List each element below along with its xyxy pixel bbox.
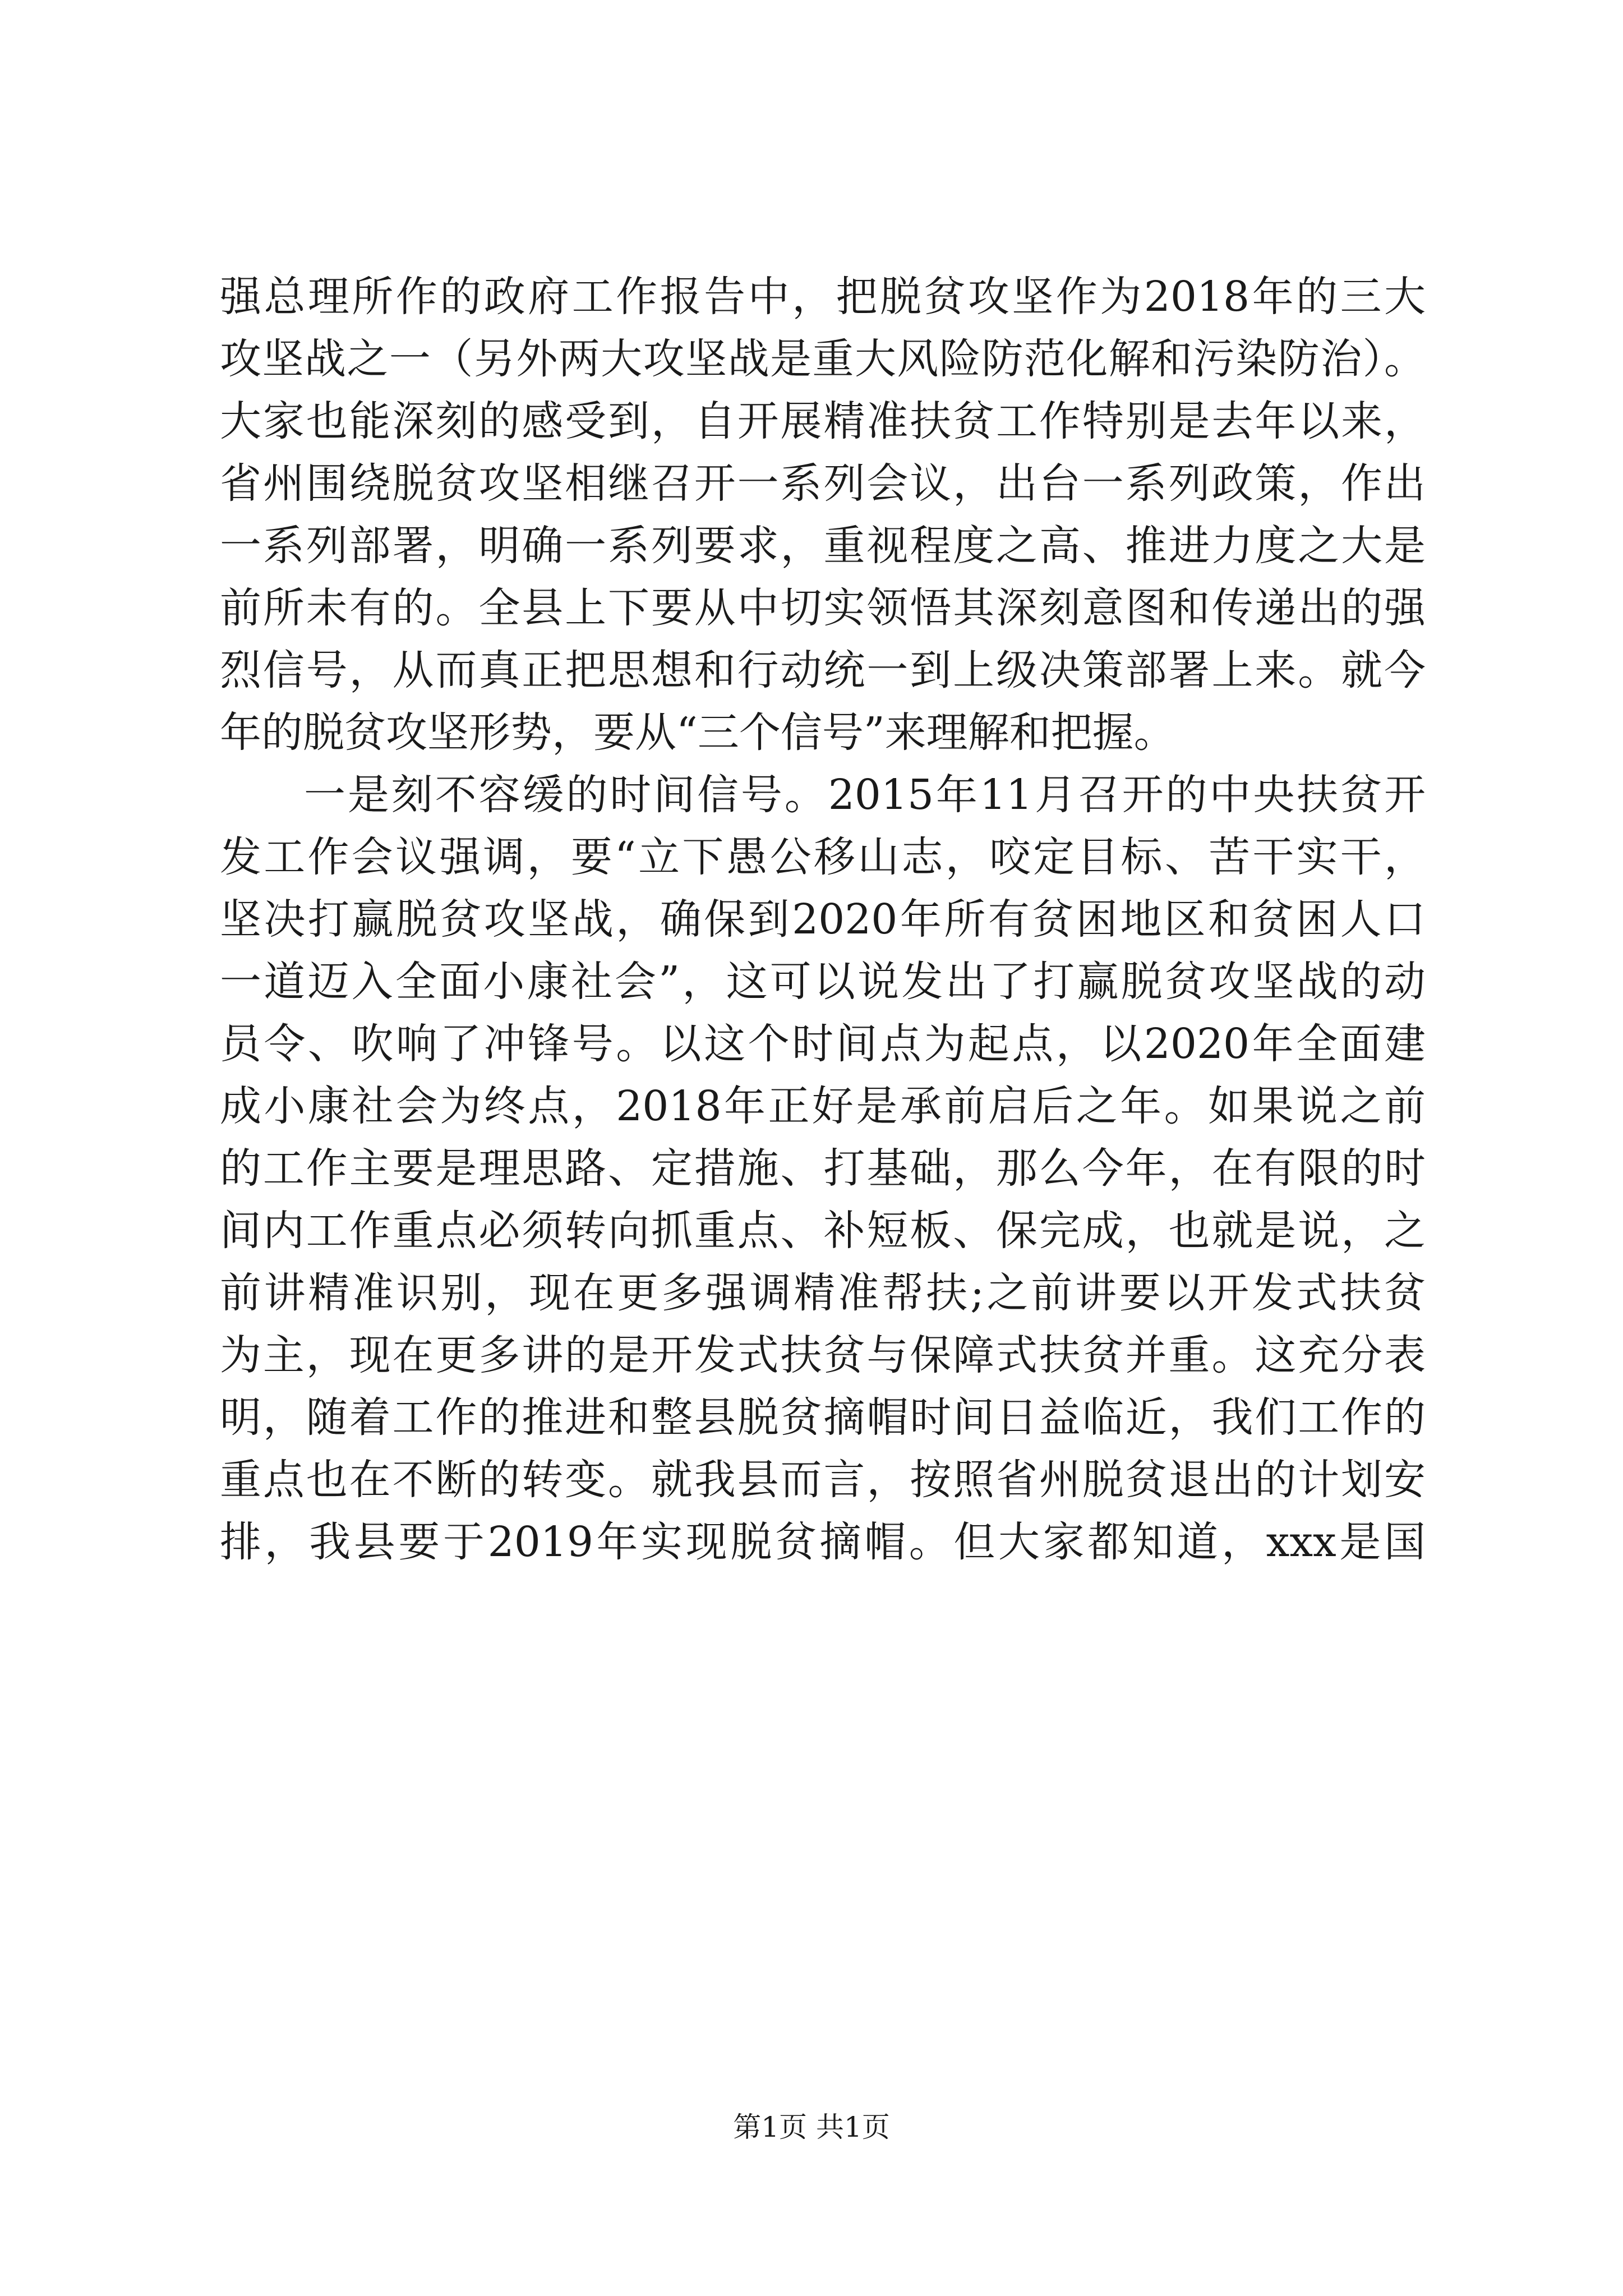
text-line: 间内工作重点必须转向抓重点、补短板、保完成，也就是说，之 [220, 1207, 1426, 1255]
text-line: 前讲精准识别，现在更多强调精准帮扶;之前讲要以开发式扶贫 [220, 1269, 1426, 1317]
text-line: 为主，现在更多讲的是开发式扶贫与保障式扶贫并重。这充分表 [220, 1331, 1426, 1379]
text-line: 成小康社会为终点，2018年正好是承前启后之年。如果说之前 [220, 1082, 1426, 1130]
body-text [220, 266, 1426, 1573]
text-line: 排，我县要于2019年实现脱贫摘帽。但大家都知道，xxx是国 [220, 1518, 1426, 1566]
text-line: 一道迈入全面小康社会”，这可以说发出了打赢脱贫攻坚战的动 [220, 958, 1426, 1006]
text-line: 重点也在不断的转变。就我县而言，按照省州脱贫退出的计划安 [220, 1456, 1426, 1504]
text-line: 员令、吹响了冲锋号。以这个时间点为起点，以2020年全面建 [220, 1020, 1426, 1068]
text-line: 明，随着工作的推进和整县脱贫摘帽时间日益临近，我们工作的 [220, 1393, 1426, 1442]
text-line: 攻坚战之一（另外两大攻坚战是重大风险防范化解和污染防治）。 [220, 335, 1426, 383]
text-line: 前所未有的。全县上下要从中切实领悟其深刻意图和传递出的强 [220, 584, 1426, 632]
text-line: 发工作会议强调，要“立下愚公移山志，咬定目标、苦干实干， [220, 833, 1426, 881]
text-line: 烈信号，从而真正把思想和行动统一到上级决策部署上来。就今 [220, 646, 1426, 694]
text-line: 坚决打赢脱贫攻坚战，确保到2020年所有贫困地区和贫困人口 [220, 895, 1426, 944]
page-footer: 第1页 共1页 [733, 2111, 890, 2143]
text-line: 的工作主要是理思路、定措施、打基础，那么今年，在有限的时 [220, 1144, 1426, 1193]
text-line: 一是刻不容缓的时间信号。2015年11月召开的中央扶贫开 [304, 771, 1426, 819]
text-line: 一系列部署，明确一系列要求，重视程度之高、推进力度之大是 [220, 522, 1426, 570]
text-line: 年的脱贫攻坚形势，要从“三个信号”来理解和把握。 [220, 708, 1175, 757]
text-line: 省州围绕脱贫攻坚相继召开一系列会议，出台一系列政策，作出 [220, 459, 1426, 508]
text-line: 大家也能深刻的感受到，自开展精准扶贫工作特别是去年以来， [220, 397, 1426, 445]
text-line: 强总理所作的政府工作报告中，把脱贫攻坚作为2018年的三大 [220, 273, 1426, 321]
